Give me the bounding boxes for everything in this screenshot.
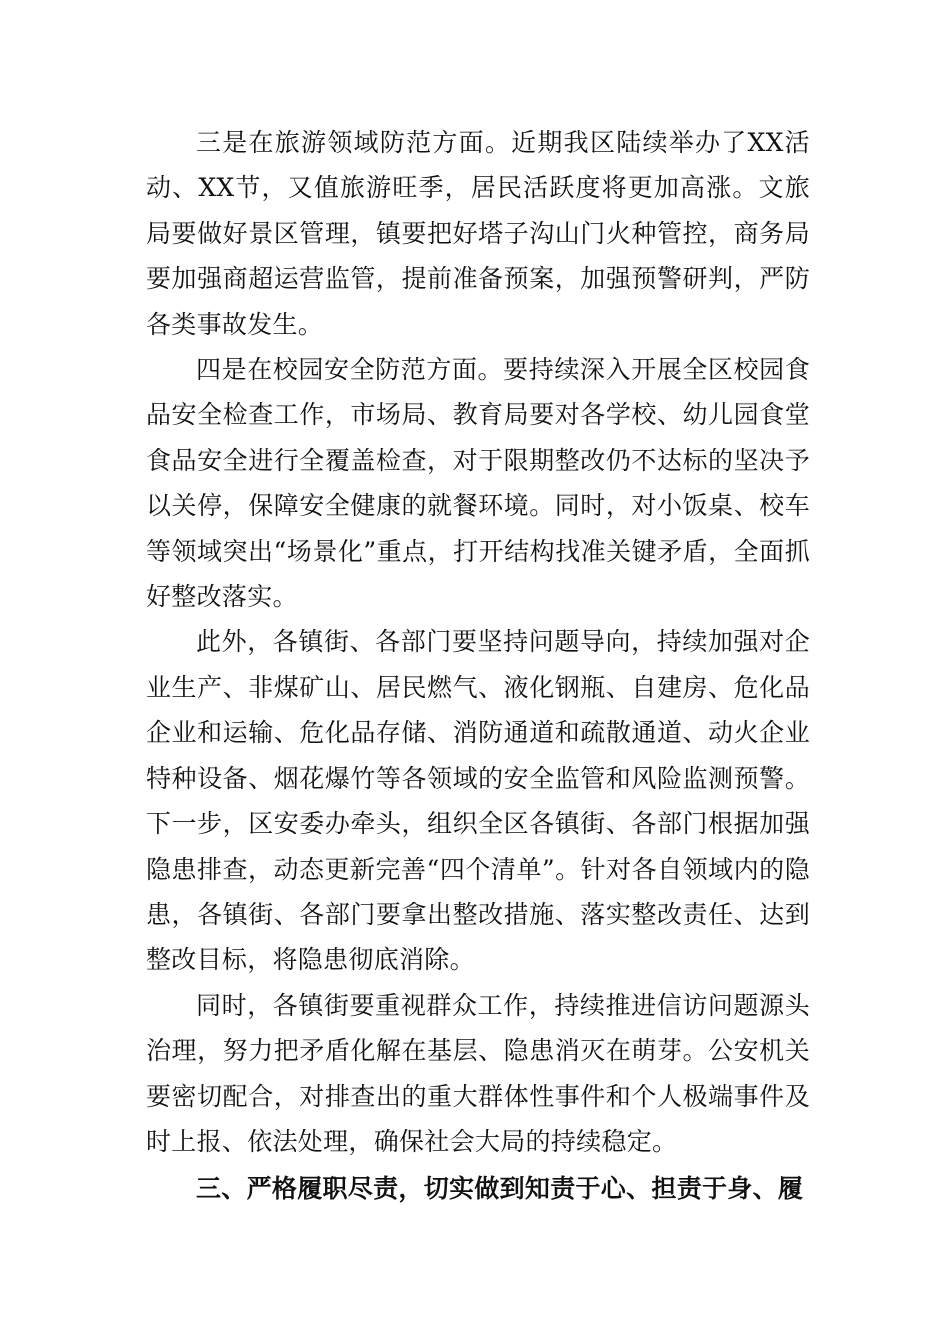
paragraph-campus-safety: 四是在校园安全防范方面。要持续深入开展全区校园食品安全检查工作，市场局、教育局要对各学校、幼儿园食堂食品安全进行全覆盖检查，对于限期整改仍不达标的坚决予以关停，保障安全健康的就餐环境。同时，对小饭桌、校车等领域突出“场景化”重点，打开结构找准关键矛盾，全面抓好整改落实。	[146, 355, 810, 612]
paragraph-tourism-safety: 三是在旅游领域防范方面。近期我区陆续举办了XX活动、XX节，又值旅游旺季，居民活跃度将更加高涨。文旅局要做好景区管理，镇要把好塔子沟山门火种管控，商务局要加强商超运营监管，提前准备预案，加强预警研判，严防各类事故发生。	[146, 128, 810, 339]
section-heading: 三、严格履职尽责，切实做到知责于心、担责于身、履	[196, 1174, 804, 1204]
paragraph-public-work: 同时，各镇街要重视群众工作，持续推进信访问题源头治理，努力把矛盾化解在基层、隐患消灭在萌芽。公安机关要密切配合，对排查出的重大群体性事件和个人极端事件及时上报、依法处理，确保社会大局的持续稳定。	[146, 990, 810, 1156]
document-body	[146, 120, 810, 1212]
paragraph-other-sectors: 此外，各镇街、各部门要坚持问题导向，持续加强对企业生产、非煤矿山、居民燃气、液化钢瓶、自建房、危化品企业和运输、危化品存储、消防通道和疏散通道、动火企业特种设备、烟花爆竹等各领域的安全监管和风险监测预警。下一步，区安委办牵头，组织全区各镇街、各部门根据加强隐患排查，动态更新完善“四个清单”。针对各自领域内的隐患，各镇街、各部门要拿出整改措施、落实整改责任、达到整改目标，将隐患彻底消除。	[146, 627, 810, 975]
